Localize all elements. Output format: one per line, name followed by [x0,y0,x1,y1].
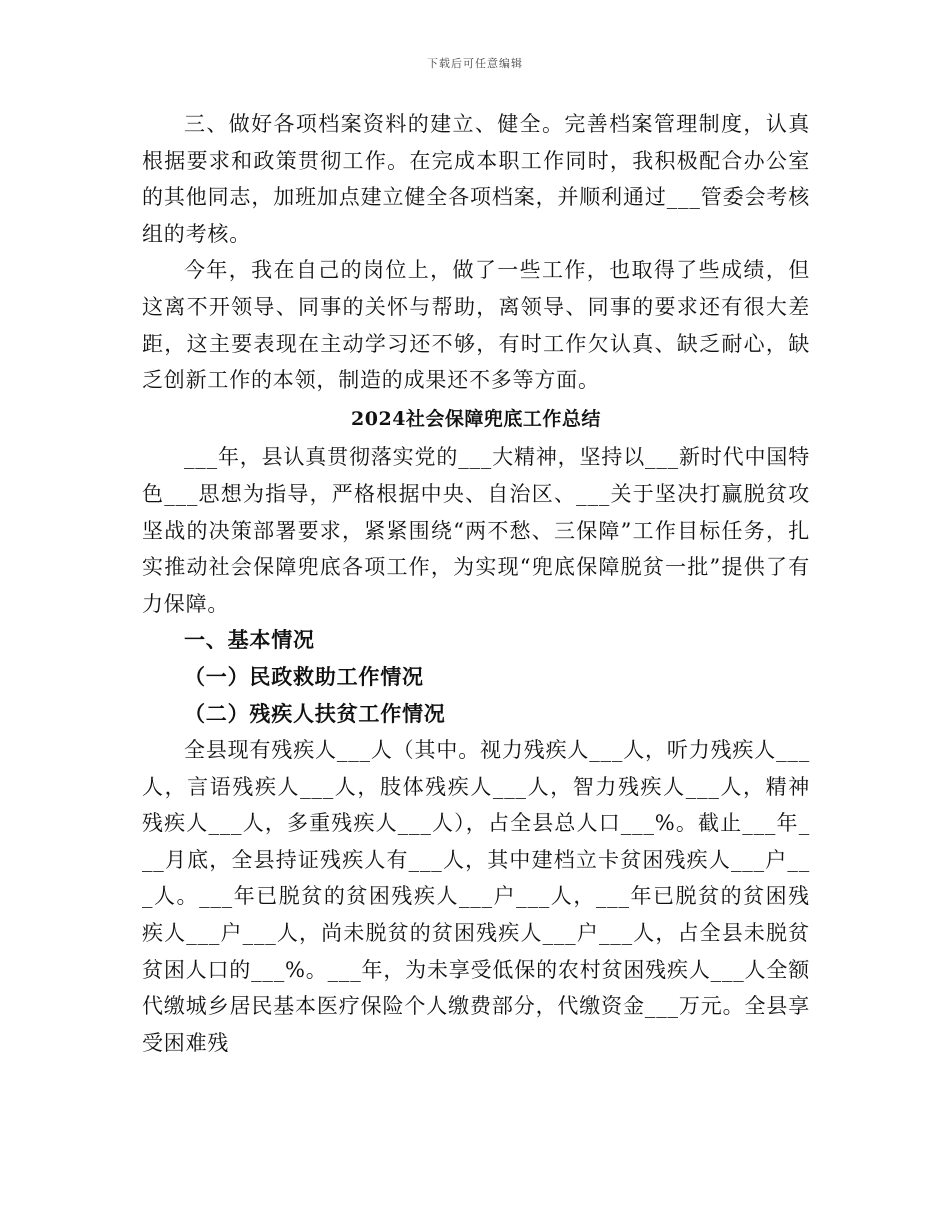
document-title: 2024社会保障兜底工作总结 [351,407,601,430]
heading-basic-situation: 一、基本情况 [184,627,315,653]
paragraph-self-review: 今年，我在自己的岗位上，做了一些工作，也取得了些成绩，但这离不开领导、同事的关怀与帮助，离领导、同事的要求还有很大差距，这主要表现在主动学习还不够，有时工作欠认真、缺乏耐心，缺乏创新工作的本领，制造的成果还不多等方面。 [142,258,810,393]
heading-disabled-poverty: （二）残疾人扶贫工作情况 [184,700,446,726]
document-body [142,106,810,1061]
heading-civil-aid: （一）民政救助工作情况 [184,663,424,689]
paragraph-archives: 三、做好各项档案资料的建立、健全。完善档案管理制度，认真根据要求和政策贯彻工作。在完成本职工作同时，我积极配合办公室的其他同志，加班加点建立健全各项档案，并顺利通过___管委会考核组的考核。 [142,112,810,246]
paragraph-intro: ___年，县认真贯彻落实党的___大精神，坚持以___新时代中国特色___思想为指导，严格根据中央、自治区、___关于坚决打赢脱贫攻坚战的决策部署要求，紧紧围绕“两不愁、三保障”工作目标任务，扎实推动社会保障兜底各项工作，为实现“兜底保障脱贫一批”提供了有力保障。 [142,445,810,616]
page-header-note: 下载后可任意编辑 [427,57,523,70]
paragraph-disabled-stats: 全县现有残疾人___人（其中。视力残疾人___人，听力残疾人___人，言语残疾人___人，肢体残疾人___人，智力残疾人___人，精神残疾人___人，多重残疾人___人），占全县总人口___%。截止___年___月底，全县持证残疾人有___人，其中建档立卡贫困残疾人___户___人。___年已脱贫的贫困残疾人___户___人，___年已脱贫的贫困残疾人___户___人，尚未脱贫的贫困残疾人___户___人，占全县未脱贫贫困人口的___%。___年，为未享受低保的农村贫困残疾人___人全额代缴城乡居民基本医疗保险个人缴费部分，代缴资金___万元。全县享受困难残 [142,738,810,1055]
